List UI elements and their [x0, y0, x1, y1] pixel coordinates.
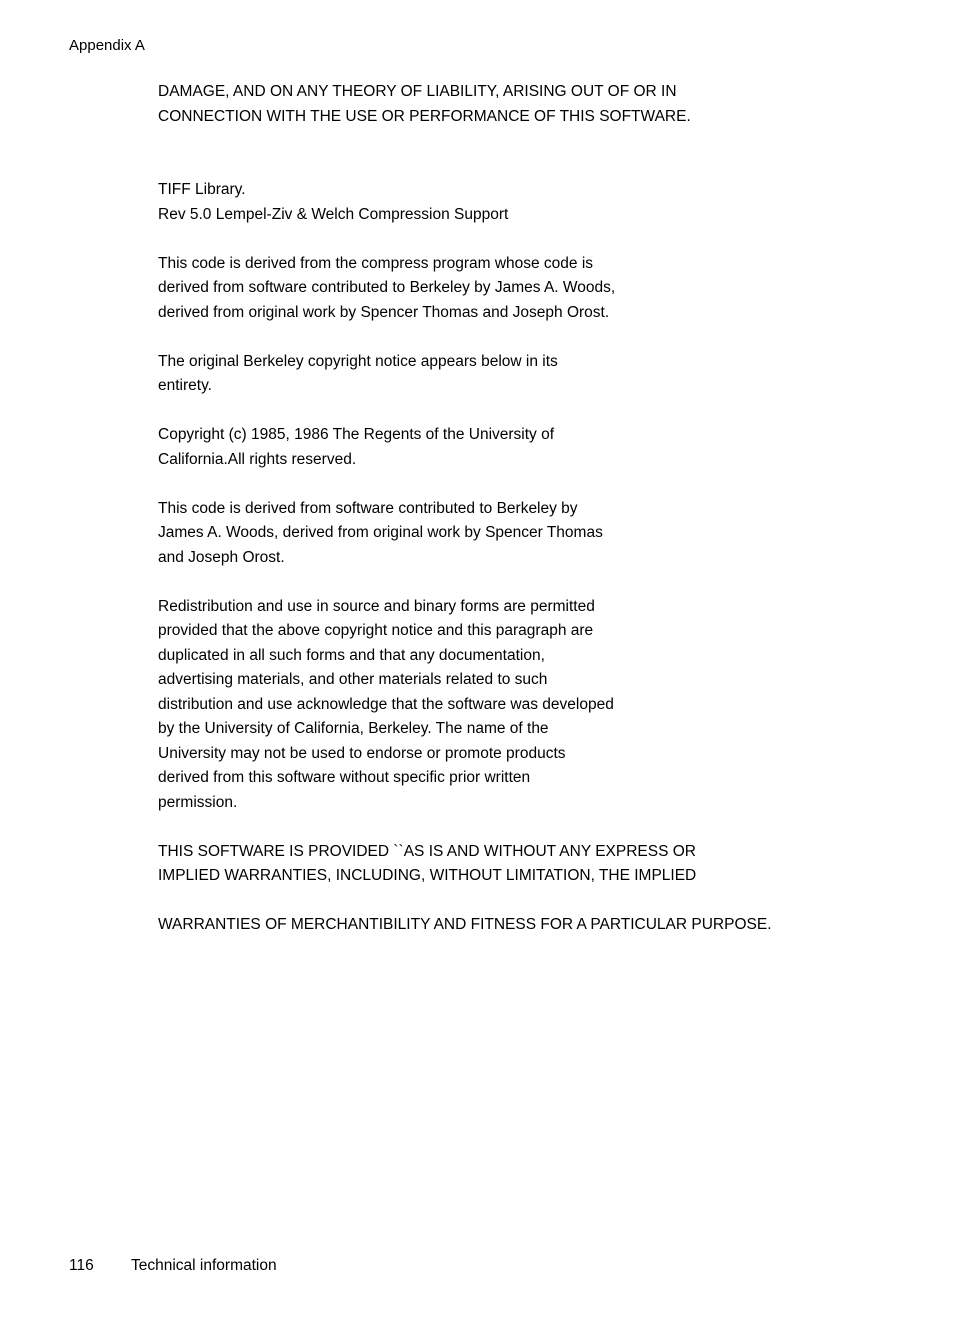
- page-header: [69, 36, 145, 56]
- berkeley-derived-paragraph: [158, 497, 858, 571]
- document-body: [158, 80, 858, 938]
- text-line: Rev 5.0 Lempel-Ziv & Welch Compression Support: [158, 205, 509, 223]
- text-line: and Joseph Orost.: [158, 548, 285, 566]
- text-line: Copyright (c) 1985, 1986 The Regents of the University of: [158, 426, 555, 443]
- page-number: 116: [69, 1257, 94, 1274]
- warranty-paragraph: [158, 840, 858, 889]
- text-line: entirety.: [158, 377, 212, 394]
- text-line: TIFF Library.: [158, 181, 246, 198]
- text-line: IMPLIED WARRANTIES, INCLUDING, WITHOUT LIMITATION, THE IMPLIED: [158, 867, 697, 884]
- text-line: Redistribution and use in source and binary forms are permitted: [158, 597, 595, 615]
- text-line: distribution and use acknowledge that the software was developed: [158, 695, 614, 713]
- text-line: James A. Woods, derived from original work by Spencer Thomas: [158, 524, 603, 541]
- text-line: provided that the above copyright notice and this paragraph are: [158, 622, 594, 639]
- text-line: DAMAGE, AND ON ANY THEORY OF LIABILITY, ARISING OUT OF OR IN: [158, 83, 677, 100]
- damage-clause-paragraph: [158, 80, 858, 129]
- text-line: WARRANTIES OF MERCHANTIBILITY AND FITNESS FOR A PARTICULAR PURPOSE.: [158, 916, 772, 933]
- text-line: advertising materials, and other materials related to such: [158, 671, 548, 688]
- redistribution-paragraph: [158, 595, 858, 816]
- text-line: California.All rights reserved.: [158, 450, 357, 468]
- text-line: by the University of California, Berkeley. The name of the: [158, 720, 549, 737]
- original-notice-paragraph: [158, 350, 858, 399]
- page-footer: [69, 1256, 277, 1276]
- section-label: Appendix A: [69, 37, 145, 54]
- derived-code-paragraph: [158, 252, 858, 326]
- warranty-continued-paragraph: [158, 913, 858, 938]
- text-line: derived from software contributed to Berkeley by James A. Woods,: [158, 279, 616, 296]
- text-line: This code is derived from software contributed to Berkeley by: [158, 499, 578, 517]
- text-line: derived from original work by Spencer Thomas and Joseph Orost.: [158, 303, 610, 321]
- copyright-paragraph: [158, 423, 858, 472]
- tiff-library-title: [158, 178, 858, 227]
- text-line: The original Berkeley copyright notice appears below in its: [158, 352, 558, 370]
- text-line: This code is derived from the compress program whose code is: [158, 254, 594, 272]
- text-line: permission.: [158, 793, 238, 811]
- text-line: derived from this software without specific prior written: [158, 769, 531, 786]
- text-line: University may not be used to endorse or promote products: [158, 744, 566, 762]
- text-line: duplicated in all such forms and that any documentation,: [158, 646, 545, 664]
- text-line: THIS SOFTWARE IS PROVIDED ``AS IS AND WITHOUT ANY EXPRESS OR: [158, 842, 696, 860]
- text-line: CONNECTION WITH THE USE OR PERFORMANCE OF THIS SOFTWARE.: [158, 107, 691, 125]
- footer-section-title: Technical information: [131, 1257, 277, 1274]
